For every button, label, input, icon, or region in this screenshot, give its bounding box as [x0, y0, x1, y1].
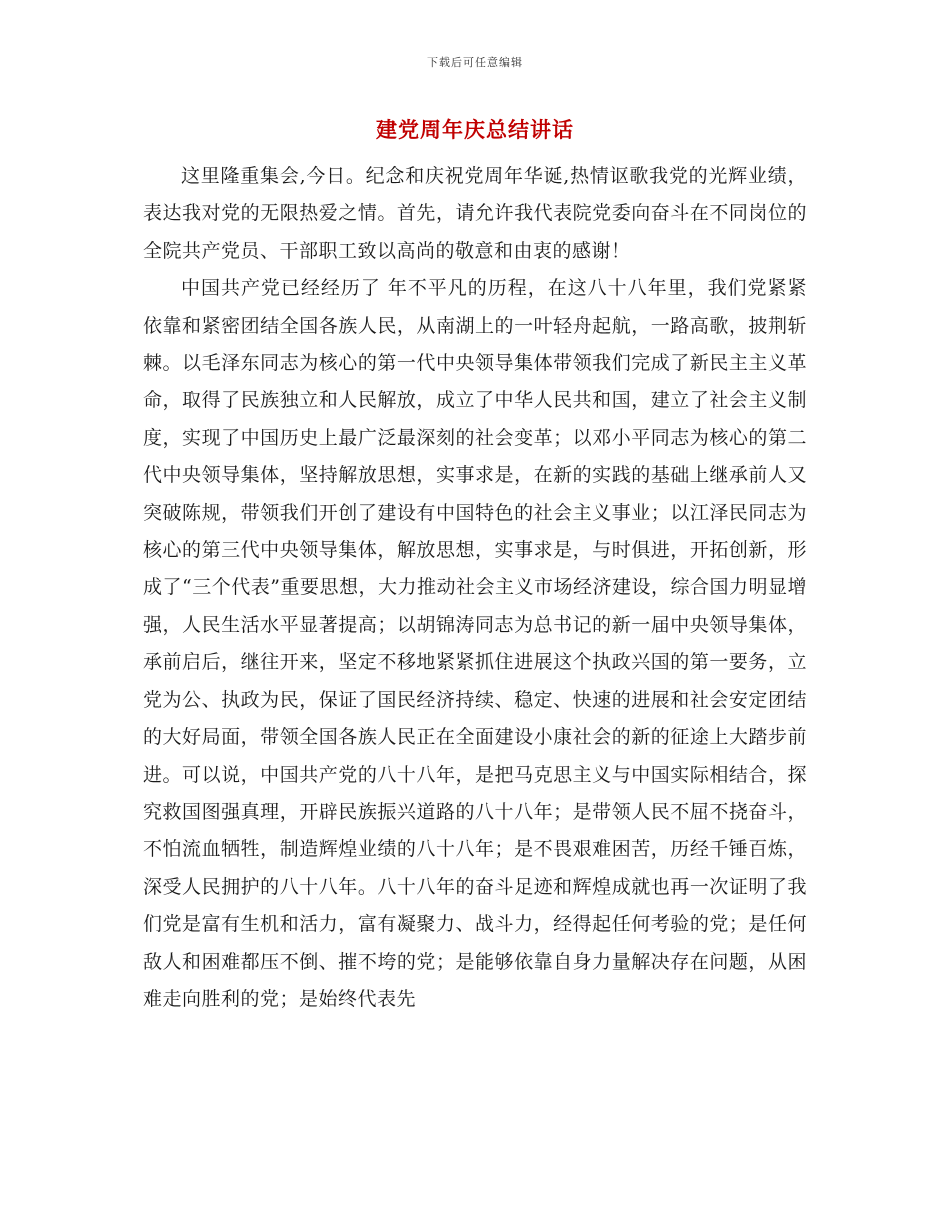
- document-title: 建党周年庆总结讲话: [376, 117, 574, 142]
- header-note: 下载后可任意编辑: [427, 56, 523, 69]
- paragraph-1: 这里隆重集会,今日。纪念和庆祝党周年华诞,热情讴歌我党的光辉业绩，表达我对党的无限热爱之情。首先，请允许我代表院党委向奋斗在不同岗位的全院共产党员、干部职工致以高尚的敬意和由衷的感谢！: [143, 165, 807, 262]
- document-body: [143, 158, 807, 1018]
- paragraph-2: 中国共产党已经经历了 年不平凡的历程，在这八十八年里，我们党紧紧依靠和紧密团结全国各族人民，从南湖上的一叶轻舟起航，一路高歌，披荆斩棘。以毛泽东同志为核心的第一代中央领导集体带领我们完成了新民主主义革命，取得了民族独立和人民解放，成立了中华人民共和国，建立了社会主义制度，实现了中国历史上最广泛最深刻的社会变革；以邓小平同志为核心的第二代中央领导集体，坚持解放思想，实事求是，在新的实践的基础上继承前人又突破陈规，带领我们开创了建设有中国特色的社会主义事业；以江泽民同志为核心的第三代中央领导集体，解放思想，实事求是，与时俱进，开拓创新，形成了“三个代表”重要思想，大力推动社会主义市场经济建设，综合国力明显增强，人民生活水平显著提高；以胡锦涛同志为总书记的新一届中央领导集体，承前启后，继往开来，坚定不移地紧紧抓住进展这个执政兴国的第一要务，立党为公、执政为民，保证了国民经济持续、稳定、快速的进展和社会安定团结的大好局面，带领全国各族人民正在全面建设小康社会的新的征途上大踏步前进。可以说，中国共产党的八十八年，是把马克思主义与中国实际相结合，探究救国图强真理，开辟民族振兴道路的八十八年；是带领人民不屈不挠奋斗，不怕流血牺牲，制造辉煌业绩的八十八年；是不畏艰难困苦，历经千锤百炼，深受人民拥护的八十八年。八十八年的奋斗足迹和辉煌成就也再一次证明了我们党是富有生机和活力，富有凝聚力、战斗力，经得起任何考验的党；是任何敌人和困难都压不倒、摧不垮的党；是能够依靠自身力量解决存在问题，从困难走向胜利的党；是始终代表先: [143, 277, 807, 1010]
